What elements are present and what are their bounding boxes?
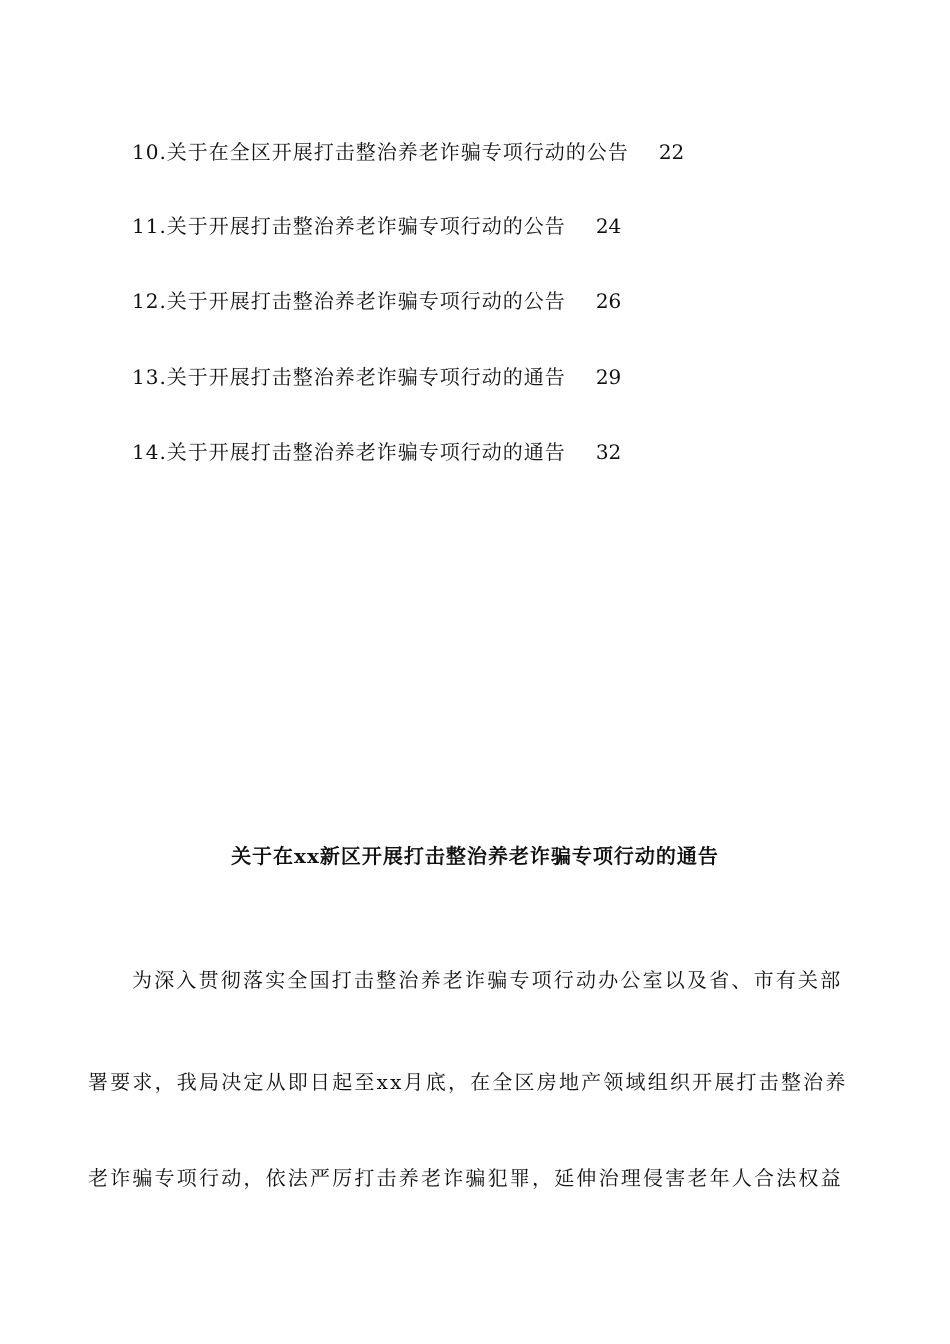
toc-entry-title: 12.关于开展打击整治养老诈骗专项行动的公告: [132, 289, 566, 313]
toc-entry-page: 32: [595, 440, 622, 464]
toc-entry: [132, 213, 621, 239]
toc-entry-title: 11.关于开展打击整治养老诈骗专项行动的公告: [132, 214, 566, 238]
toc-entry: [132, 139, 684, 165]
toc-entry-page: 24: [595, 214, 622, 238]
body-text-line: 为深入贯彻落实全国打击整治养老诈骗专项行动办公室以及省、市有关部: [132, 968, 843, 992]
toc-entry-title: 14.关于开展打击整治养老诈骗专项行动的通告: [132, 440, 566, 464]
toc-entry-page: 29: [595, 365, 622, 389]
body-text-line: 老诈骗专项行动，依法严厉打击养老诈骗犯罪，延伸治理侵害老年人合法权益: [88, 1166, 843, 1190]
toc-entry-page: 22: [658, 140, 685, 164]
toc-entry-title: 13.关于开展打击整治养老诈骗专项行动的通告: [132, 365, 566, 389]
toc-entry: [132, 288, 621, 314]
toc-entry-page: 26: [595, 289, 622, 313]
toc-entry: [132, 364, 621, 390]
document-title: 关于在xx新区开展打击整治养老诈骗专项行动的通告: [231, 844, 719, 868]
body-text-line: 署要求，我局决定从即日起至xx月底，在全区房地产领域组织开展打击整治养: [88, 1070, 848, 1094]
toc-entry-title: 10.关于在全区开展打击整治养老诈骗专项行动的公告: [132, 140, 629, 164]
toc-entry: [132, 439, 621, 465]
